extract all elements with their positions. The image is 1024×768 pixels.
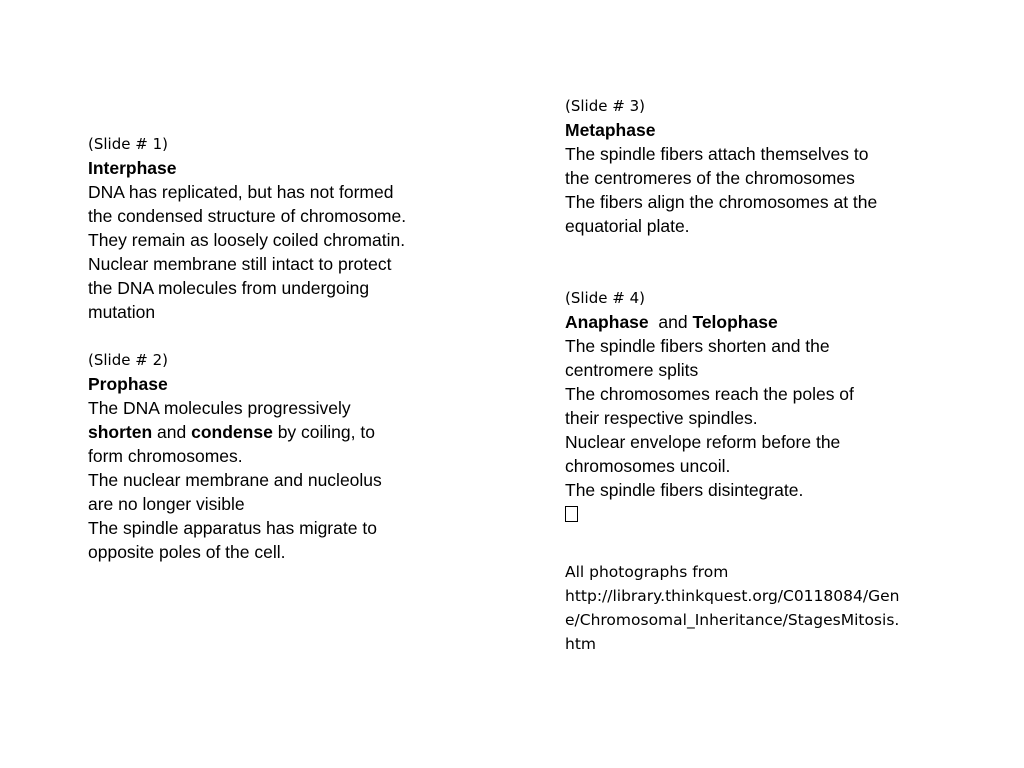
credit-url-line: e/Chromosomal_Inheritance/StagesMitosis. — [565, 611, 900, 629]
slide-1-section — [88, 132, 468, 324]
title-and-connector: and — [648, 312, 693, 332]
photo-credit — [565, 560, 935, 656]
and-connector: and — [152, 422, 192, 442]
slide-2-line: are no longer visible — [88, 494, 245, 514]
slide-4-line: their respective spindles. — [565, 408, 758, 428]
slide-1-line: They remain as loosely coiled chromatin. — [88, 230, 406, 250]
slide-2-line: opposite poles of the cell. — [88, 542, 286, 562]
slide-4-line: Nuclear envelope reform before the — [565, 432, 841, 452]
slide-2-line: The nuclear membrane and nucleolus — [88, 470, 382, 490]
slide-1-line: Nuclear membrane still intact to protect — [88, 254, 392, 274]
condense-term: condense — [191, 422, 273, 442]
slide-3-title: Metaphase — [565, 120, 656, 140]
slide-2-title: Prophase — [88, 374, 168, 394]
slide-1-line: the condensed structure of chromosome. — [88, 206, 407, 226]
slide-4-line: The spindle fibers disintegrate. — [565, 480, 804, 500]
slide-3-line: the centromeres of the chromosomes — [565, 168, 855, 188]
slide-4-line: centromere splits — [565, 360, 699, 380]
missing-glyph-icon — [565, 506, 578, 522]
left-column — [88, 132, 468, 564]
slide-3-line: equatorial plate. — [565, 216, 690, 236]
slide-2-line: The DNA molecules progressively — [88, 398, 351, 418]
slide-2-line-tail: by coiling, to — [272, 422, 375, 442]
slide-2-section — [88, 348, 468, 564]
telophase-title: Telophase — [692, 312, 778, 332]
slide-2-line: The spindle apparatus has migrate to — [88, 518, 377, 538]
right-column — [565, 94, 935, 656]
credit-url-line: htm — [565, 635, 596, 653]
slide-3-line: The spindle fibers attach themselves to — [565, 144, 869, 164]
slide-4-section — [565, 286, 935, 526]
slide-2-line: form chromosomes. — [88, 446, 243, 466]
slide-4-line: The chromosomes reach the poles of — [565, 384, 854, 404]
slide-2-label: (Slide # 2) — [88, 351, 168, 369]
slide-4-label: (Slide # 4) — [565, 289, 645, 307]
credit-url-line: http://library.thinkquest.org/C0118084/Gen — [565, 587, 900, 605]
missing-glyph-line — [565, 502, 935, 526]
slide-4-title-line — [565, 310, 935, 334]
slide-4-line: chromosomes uncoil. — [565, 456, 731, 476]
slide-1-title: Interphase — [88, 158, 177, 178]
slide-4-line: The spindle fibers shorten and the — [565, 336, 830, 356]
slide-1-line: mutation — [88, 302, 156, 322]
slide-2-mixed-line — [88, 420, 468, 444]
credit-line: All photographs from — [565, 563, 729, 581]
anaphase-title: Anaphase — [565, 312, 649, 332]
slide-1-line: DNA has replicated, but has not formed — [88, 182, 394, 202]
slide-3-line: The fibers align the chromosomes at the — [565, 192, 878, 212]
slide-1-line: the DNA molecules from undergoing — [88, 278, 370, 298]
shorten-term: shorten — [88, 422, 153, 442]
slide-3-label: (Slide # 3) — [565, 97, 645, 115]
slide-3-section — [565, 94, 935, 238]
slide-1-label: (Slide # 1) — [88, 135, 168, 153]
